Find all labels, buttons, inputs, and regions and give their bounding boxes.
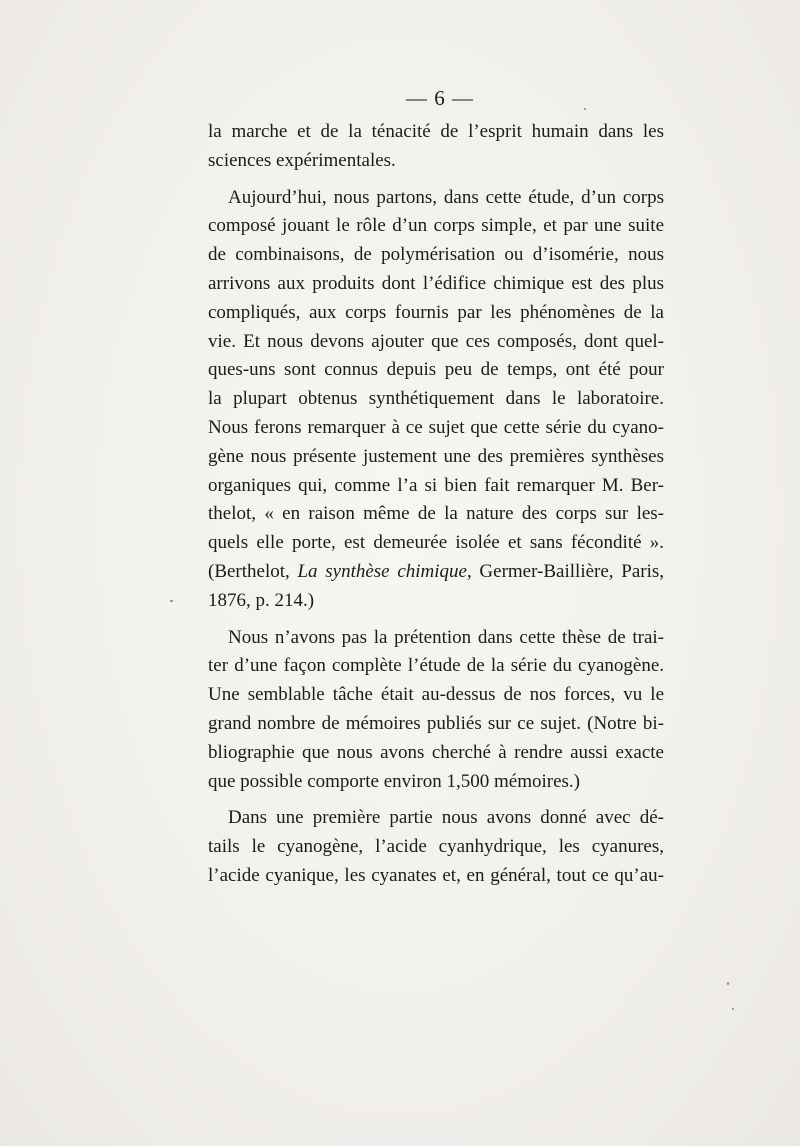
page-number: — 6 —: [406, 86, 474, 110]
text-line: Nous ferons remarquer à ce sujet que cette série du cyano-: [208, 416, 664, 438]
text-line: Nous n’avons pas la prétention dans cette thèse de trai-: [228, 626, 664, 648]
paragraph-2: [208, 184, 664, 616]
text-line: la plupart obtenus synthétiquement dans le laboratoire.: [208, 388, 664, 410]
text-line-citation: (Berthelot, La synthèse chimique, Germer-Baillière, Paris,: [208, 560, 665, 582]
text-line: quels elle porte, est demeurée isolée et sans fécondité ».: [208, 532, 664, 554]
text-line: l’acide cyanique, les cyanates et, en général, tout ce qu’au-: [208, 864, 664, 886]
scan-speck: [727, 982, 729, 985]
text-line: vie. Et nous devons ajouter que ces composés, dont quel-: [208, 330, 664, 352]
text-line: tails le cyanogène, l’acide cyanhydrique, les cyanures,: [208, 836, 664, 858]
scan-speck: [732, 1008, 734, 1010]
paragraph-1: [208, 118, 664, 176]
scan-speck: [584, 108, 586, 110]
text-line: Une semblable tâche était au-dessus de nos forces, vu le: [208, 684, 664, 706]
text-line: compliqués, aux corps fournis par les phénomènes de la: [208, 301, 664, 323]
text-line: organiques qui, comme l’a si bien fait remarquer M. Ber-: [208, 474, 664, 496]
paragraph-4: [208, 804, 664, 890]
scan-speck: [170, 600, 173, 602]
body-text: [208, 118, 664, 891]
text-line: arrivons aux produits dont l’édifice chimique est des plus: [208, 272, 664, 294]
text-line: que possible comporte environ 1,500 mémoires.): [208, 770, 581, 792]
text-line: thelot, « en raison même de la nature des corps sur les-: [208, 503, 664, 525]
text-line: sciences expérimentales.: [208, 149, 396, 171]
text-line: Dans une première partie nous avons donné avec dé-: [228, 807, 664, 829]
text-line: Aujourd’hui, nous partons, dans cette étude, d’un corps: [228, 186, 664, 208]
text-line: grand nombre de mémoires publiés sur ce sujet. (Notre bi-: [208, 712, 664, 734]
book-title: La synthèse chimique: [297, 560, 467, 582]
text-line: composé jouant le rôle d’un corps simple, et par une suite: [208, 215, 664, 237]
text-line: de combinaisons, de polymérisation ou d’isomérie, nous: [208, 244, 664, 266]
text-line: la marche et de la ténacité de l’esprit humain dans les: [208, 121, 664, 142]
text-line: bliographie que nous avons cherché à rendre aussi exacte: [208, 741, 664, 763]
text-line: 1876, p. 214.): [208, 589, 315, 611]
text-line: ques-uns sont connus depuis peu de temps, ont été pour: [208, 359, 664, 381]
text-line: gène nous présente justement une des premières synthèses: [208, 445, 664, 467]
paragraph-3: [208, 624, 664, 797]
text-line: ter d’une façon complète l’étude de la série du cyanogène.: [208, 655, 664, 677]
